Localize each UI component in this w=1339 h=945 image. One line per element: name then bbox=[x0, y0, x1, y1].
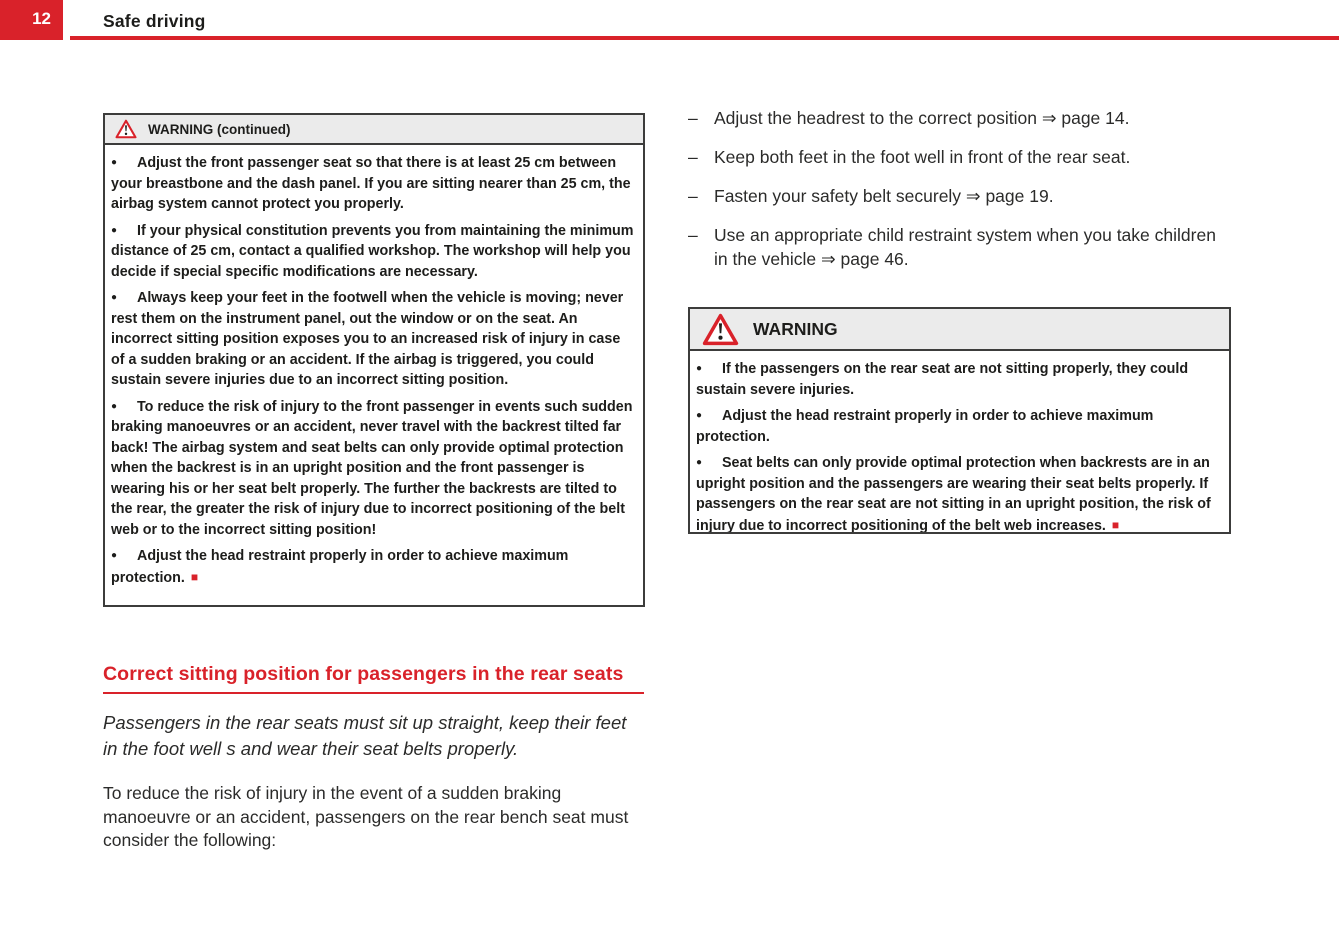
bullet-icon: ● bbox=[111, 292, 118, 303]
warning-item bbox=[111, 546, 635, 588]
rear-seats-section bbox=[103, 663, 644, 853]
bullet-icon: ● bbox=[111, 400, 118, 412]
warning-continued-title: WARNING (continued) bbox=[148, 121, 291, 137]
warning-body bbox=[690, 351, 1229, 534]
end-of-section-marker: ■ bbox=[1111, 517, 1120, 532]
warning-item bbox=[111, 221, 635, 283]
rear-seat-instructions-list bbox=[688, 106, 1233, 286]
section-title: Safe driving bbox=[103, 11, 206, 31]
warning-item-text: Adjust the front passenger seat so that there is at least 25 cm between your breastbone and the dash panel. If you are sitting nearer than 25 cm, the airbag system cannot protect you properly. bbox=[111, 155, 631, 212]
warning-item-text: Adjust the head restraint properly in order to achieve maximum protection. bbox=[696, 408, 1154, 445]
dash-icon: – bbox=[688, 147, 698, 167]
dash-icon: – bbox=[688, 225, 698, 245]
list-item-text: Adjust the headrest to the correct position ⇒ page 14. bbox=[714, 108, 1130, 128]
warning-item-text: Adjust the head restraint properly in order to achieve maximum protection. bbox=[111, 548, 569, 586]
bullet-icon: ● bbox=[696, 410, 703, 421]
warning-item-text: To reduce the risk of injury to the front passenger in events such sudden braking manoeuvres or an accident, never travel with the backrest tilted far back! The airbag system and seat belts can only provide optimal protection when the backrest is in an upright position and the front passenger is wearing his or her seat belt properly. The further the backrests are tilted to the rear, the greater the risk of injury due to incorrect positioning of the belt web or to the incorrect sitting position! bbox=[111, 398, 633, 538]
warning-item-text: If your physical constitution prevents you from maintaining the minimum distance of 25 cm, contact a qualified workshop. The workshop will help you decide if special specific modifications are necessary. bbox=[111, 222, 634, 280]
warning-item bbox=[111, 397, 635, 541]
heading-rule bbox=[103, 692, 644, 694]
warning-item bbox=[111, 153, 635, 215]
section-body-text: To reduce the risk of injury in the event of a sudden braking manoeuvre or an accident, passengers on the rear bench seat must consider the following: bbox=[103, 783, 629, 851]
list-item bbox=[688, 106, 1233, 130]
section-lead-text: Passengers in the rear seats must sit up straight, keep their feet in the foot well s and wear their seat belts properly. bbox=[103, 712, 627, 760]
bullet-icon: ● bbox=[696, 363, 703, 374]
list-item bbox=[688, 223, 1233, 271]
list-item bbox=[688, 145, 1233, 169]
warning-continued-header bbox=[105, 115, 643, 145]
warning-item bbox=[696, 453, 1221, 534]
bullet-icon: ● bbox=[696, 457, 703, 468]
warning-box bbox=[688, 307, 1231, 534]
page-number: 12 bbox=[32, 9, 51, 28]
bullet-icon: ● bbox=[111, 550, 118, 561]
bullet-icon: ● bbox=[111, 157, 118, 168]
bullet-icon: ● bbox=[111, 224, 118, 236]
warning-item-text: Always keep your feet in the footwell when the vehicle is moving; never rest them on the instrument panel, out the window or on the seat. An incorrect sitting position exposes you to an increased risk of injury in case of a sudden braking or an accident. If the airbag is triggered, you could sustain severe injuries due to an incorrect sitting position. bbox=[111, 290, 624, 388]
end-of-section-marker: ■ bbox=[190, 569, 199, 584]
warning-title: WARNING bbox=[753, 318, 838, 339]
header-rule bbox=[70, 36, 1339, 40]
list-item-text: Fasten your safety belt securely ⇒ page 19. bbox=[714, 186, 1054, 206]
warning-continued-body bbox=[105, 145, 643, 596]
warning-item-text: Seat belts can only provide optimal protection when backrests are in an upright position and the passengers are wearing their seat belts properly. If passengers on the rear seat are not sitting in an upright position, the risk of injury due to incorrect positioning of the belt web increases. bbox=[696, 455, 1211, 534]
warning-item bbox=[696, 359, 1221, 400]
list-item-text: Use an appropriate child restraint system when you take children in the vehicle ⇒ page 46. bbox=[714, 225, 1216, 269]
list-item bbox=[688, 184, 1233, 208]
warning-item-text: If the passengers on the rear seat are not sitting properly, they could sustain severe injuries. bbox=[696, 361, 1189, 398]
warning-item bbox=[696, 406, 1221, 447]
warning-header bbox=[690, 309, 1229, 351]
section-heading: Correct sitting position for passengers in the rear seats bbox=[103, 663, 624, 685]
warning-continued-box bbox=[103, 113, 645, 607]
dash-icon: – bbox=[688, 186, 698, 206]
list-item-text: Keep both feet in the foot well in front of the rear seat. bbox=[714, 147, 1131, 167]
dash-icon: – bbox=[688, 108, 698, 128]
warning-item bbox=[111, 288, 635, 391]
warning-triangle-icon bbox=[115, 119, 137, 139]
page-number-box bbox=[0, 0, 63, 40]
warning-triangle-icon bbox=[702, 313, 739, 346]
